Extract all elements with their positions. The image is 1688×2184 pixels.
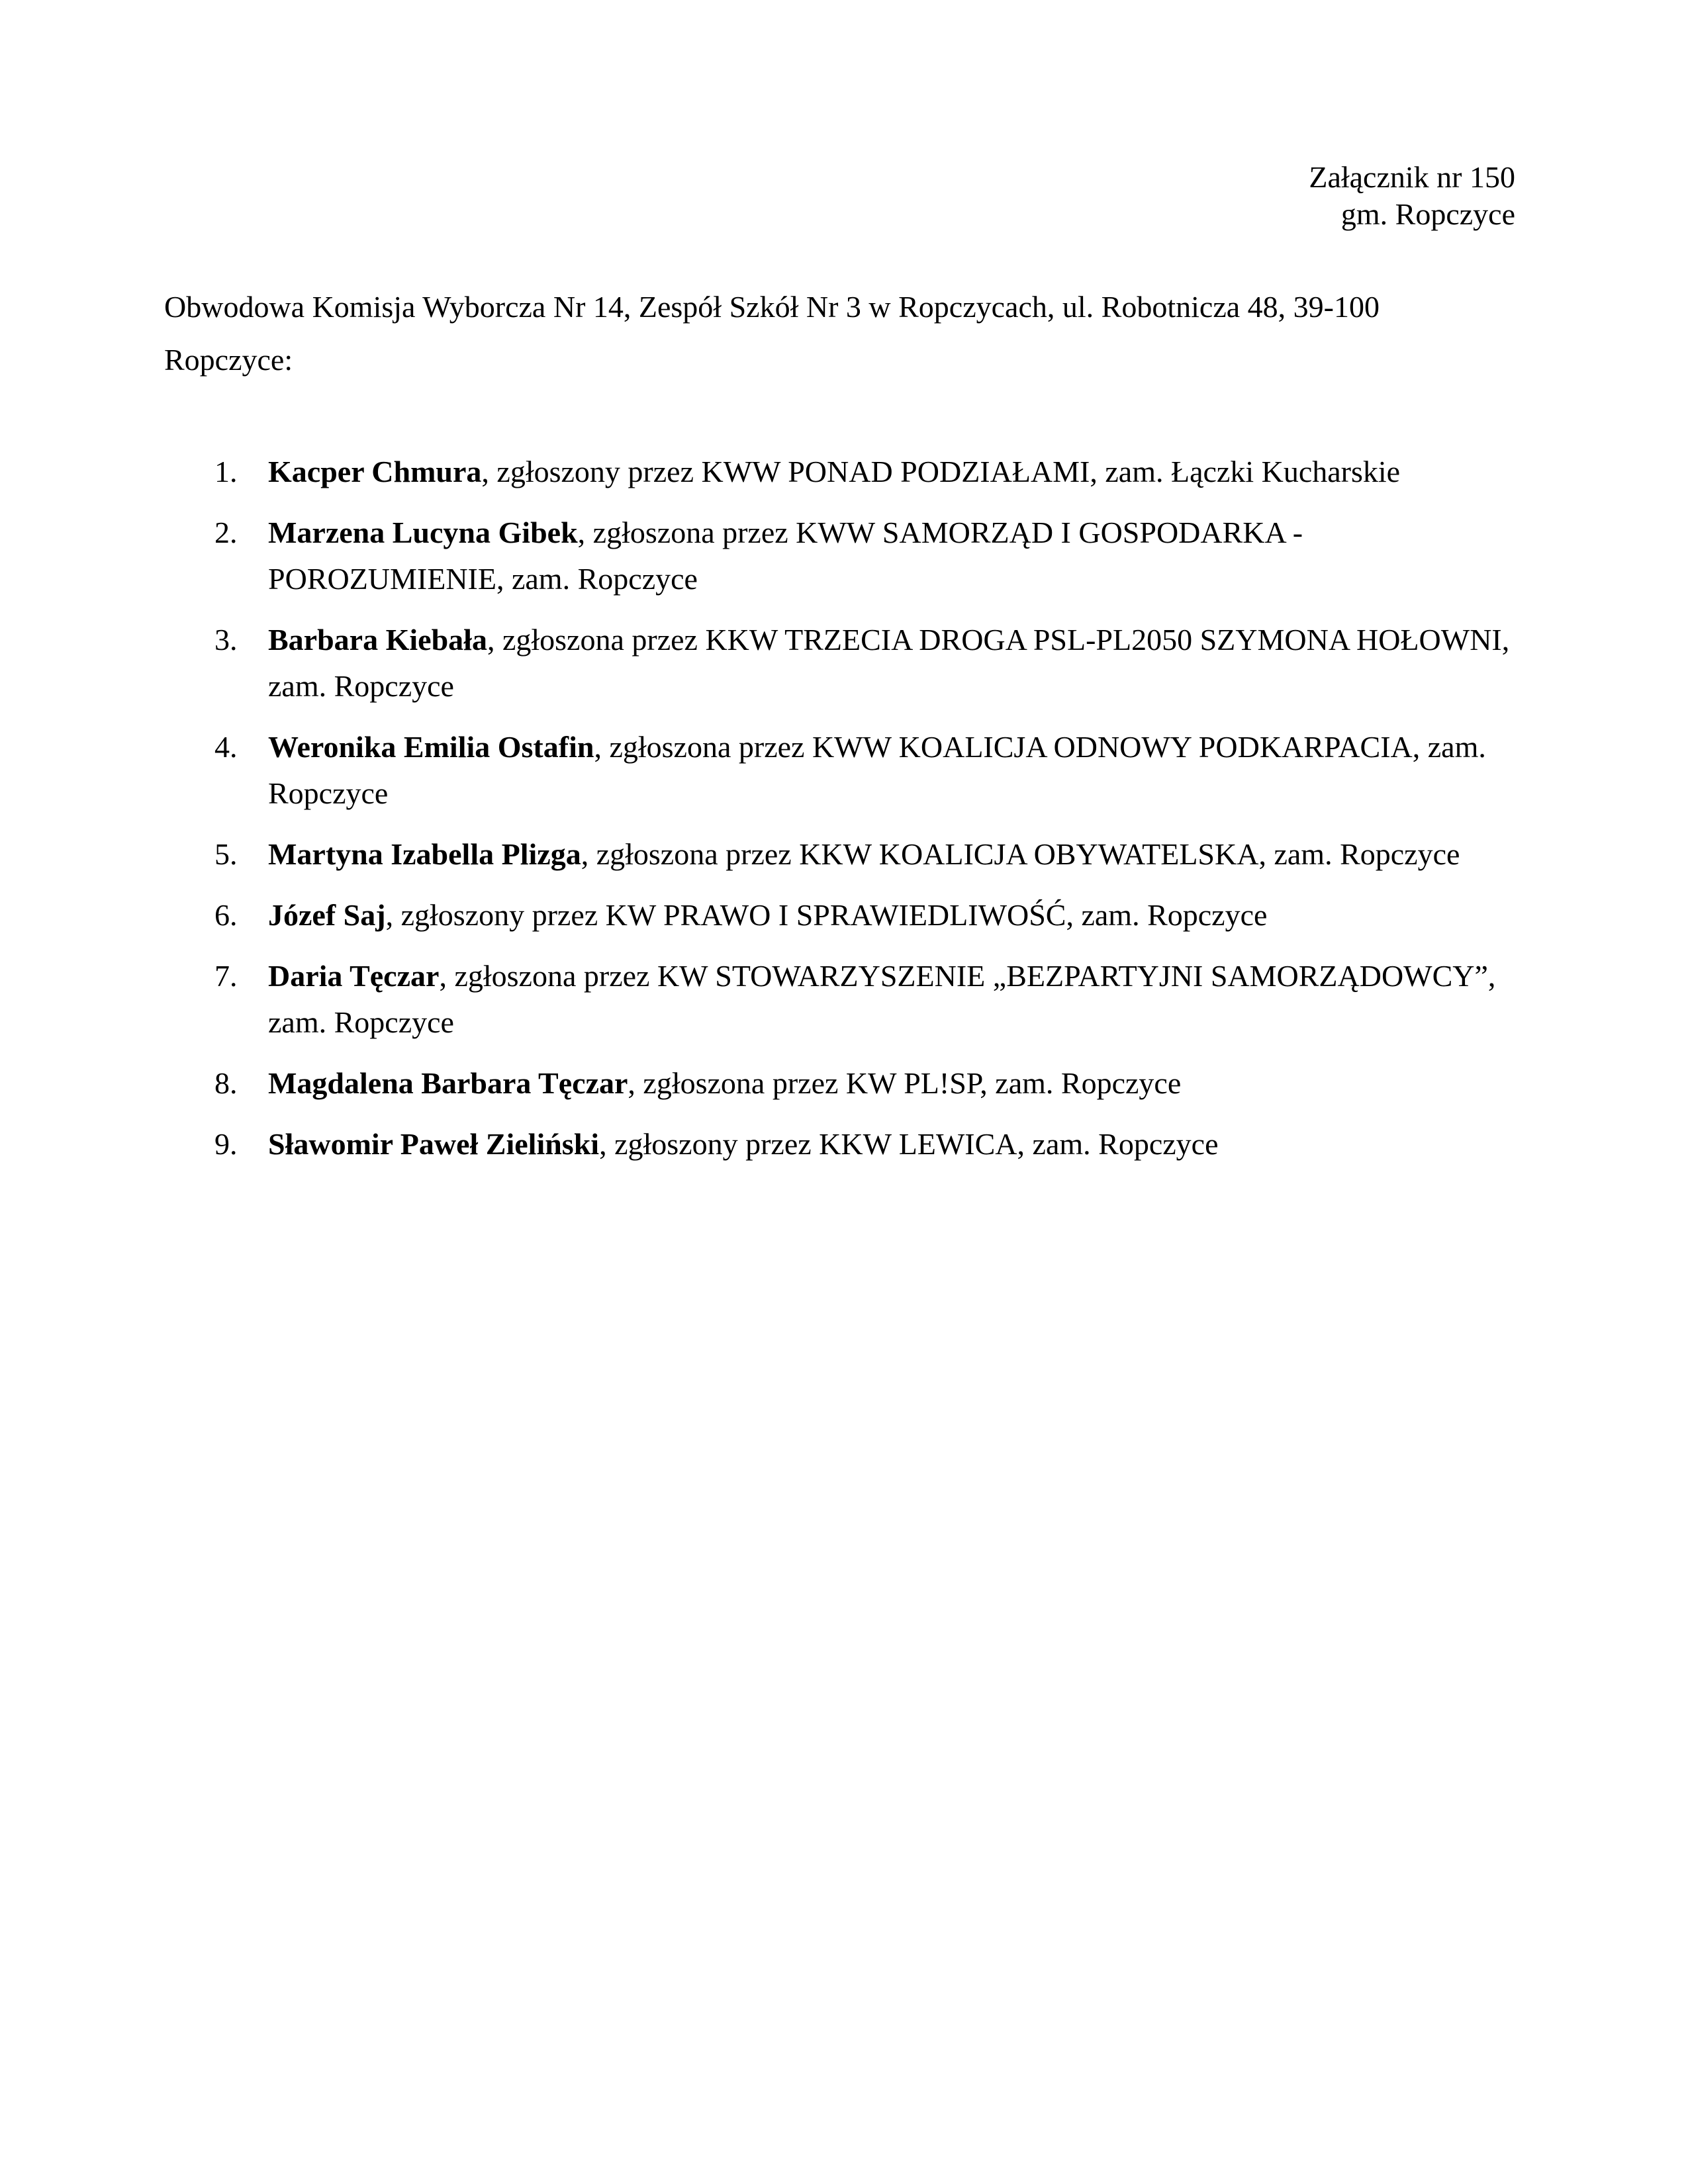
member-details: , zgłoszona przez KKW KOALICJA OBYWATELSKA, zam. Ropczyce — [581, 837, 1460, 871]
commission-description: Obwodowa Komisja Wyborcza Nr 14, Zespół Szkół Nr 3 w Ropczycach, ul. Robotnicza 48, 39-100 Ropczyce: — [164, 290, 1380, 377]
list-item — [164, 892, 1528, 938]
municipality: gm. Ropczyce — [1340, 197, 1515, 231]
list-item-number: 7. — [214, 959, 238, 993]
member-details: , zgłoszony przez KW PRAWO I SPRAWIEDLIWOŚĆ, zam. Ropczyce — [385, 898, 1268, 932]
member-details: , zgłoszony przez KKW LEWICA, zam. Ropczyce — [599, 1127, 1219, 1161]
list-item — [164, 617, 1528, 709]
member-name: Magdalena Barbara Tęczar — [268, 1066, 628, 1100]
member-name: Weronika Emilia Ostafin — [268, 730, 594, 764]
attachment-number: Załącznik nr 150 — [1309, 160, 1515, 194]
member-name: Marzena Lucyna Gibek — [268, 516, 578, 549]
member-name: Barbara Kiebała — [268, 623, 487, 657]
list-item-number: 4. — [214, 730, 238, 764]
member-name: Józef Saj — [268, 898, 386, 932]
members-list — [164, 449, 1528, 1182]
member-details: , zgłoszona przez KW PL!SP, zam. Ropczyce — [628, 1066, 1182, 1100]
list-item — [164, 1060, 1528, 1107]
list-item-number: 6. — [214, 898, 238, 932]
attachment-header — [1309, 159, 1515, 233]
list-item-number: 8. — [214, 1066, 238, 1100]
list-item — [164, 953, 1528, 1046]
member-name: Kacper Chmura — [268, 455, 482, 488]
list-item — [164, 1121, 1528, 1167]
list-item — [164, 449, 1528, 495]
member-name: Sławomir Paweł Zieliński — [268, 1127, 600, 1161]
list-item-number: 2. — [214, 516, 238, 549]
list-item — [164, 510, 1528, 602]
member-name: Daria Tęczar — [268, 959, 440, 993]
member-details: , zgłoszona przez KW STOWARZYSZENIE „BEZPARTYJNI SAMORZĄDOWCY”, zam. Ropczyce — [268, 959, 1496, 1039]
member-details: , zgłoszona przez KKW TRZECIA DROGA PSL-PL2050 SZYMONA HOŁOWNI, zam. Ropczyce — [268, 623, 1510, 703]
member-details: , zgłoszona przez KWW SAMORZĄD I GOSPODARKA - POROZUMIENIE, zam. Ropczyce — [268, 516, 1303, 596]
list-item-number: 9. — [214, 1127, 238, 1161]
list-item-number: 3. — [214, 623, 238, 657]
list-item — [164, 831, 1528, 878]
list-item — [164, 724, 1528, 817]
member-details: , zgłoszony przez KWW PONAD PODZIAŁAMI, zam. Łączki Kucharskie — [481, 455, 1401, 488]
member-name: Martyna Izabella Plizga — [268, 837, 581, 871]
member-details: , zgłoszona przez KWW KOALICJA ODNOWY PODKARPACIA, zam. Ropczyce — [268, 730, 1486, 810]
list-item-number: 5. — [214, 837, 238, 871]
list-item-number: 1. — [214, 455, 238, 488]
